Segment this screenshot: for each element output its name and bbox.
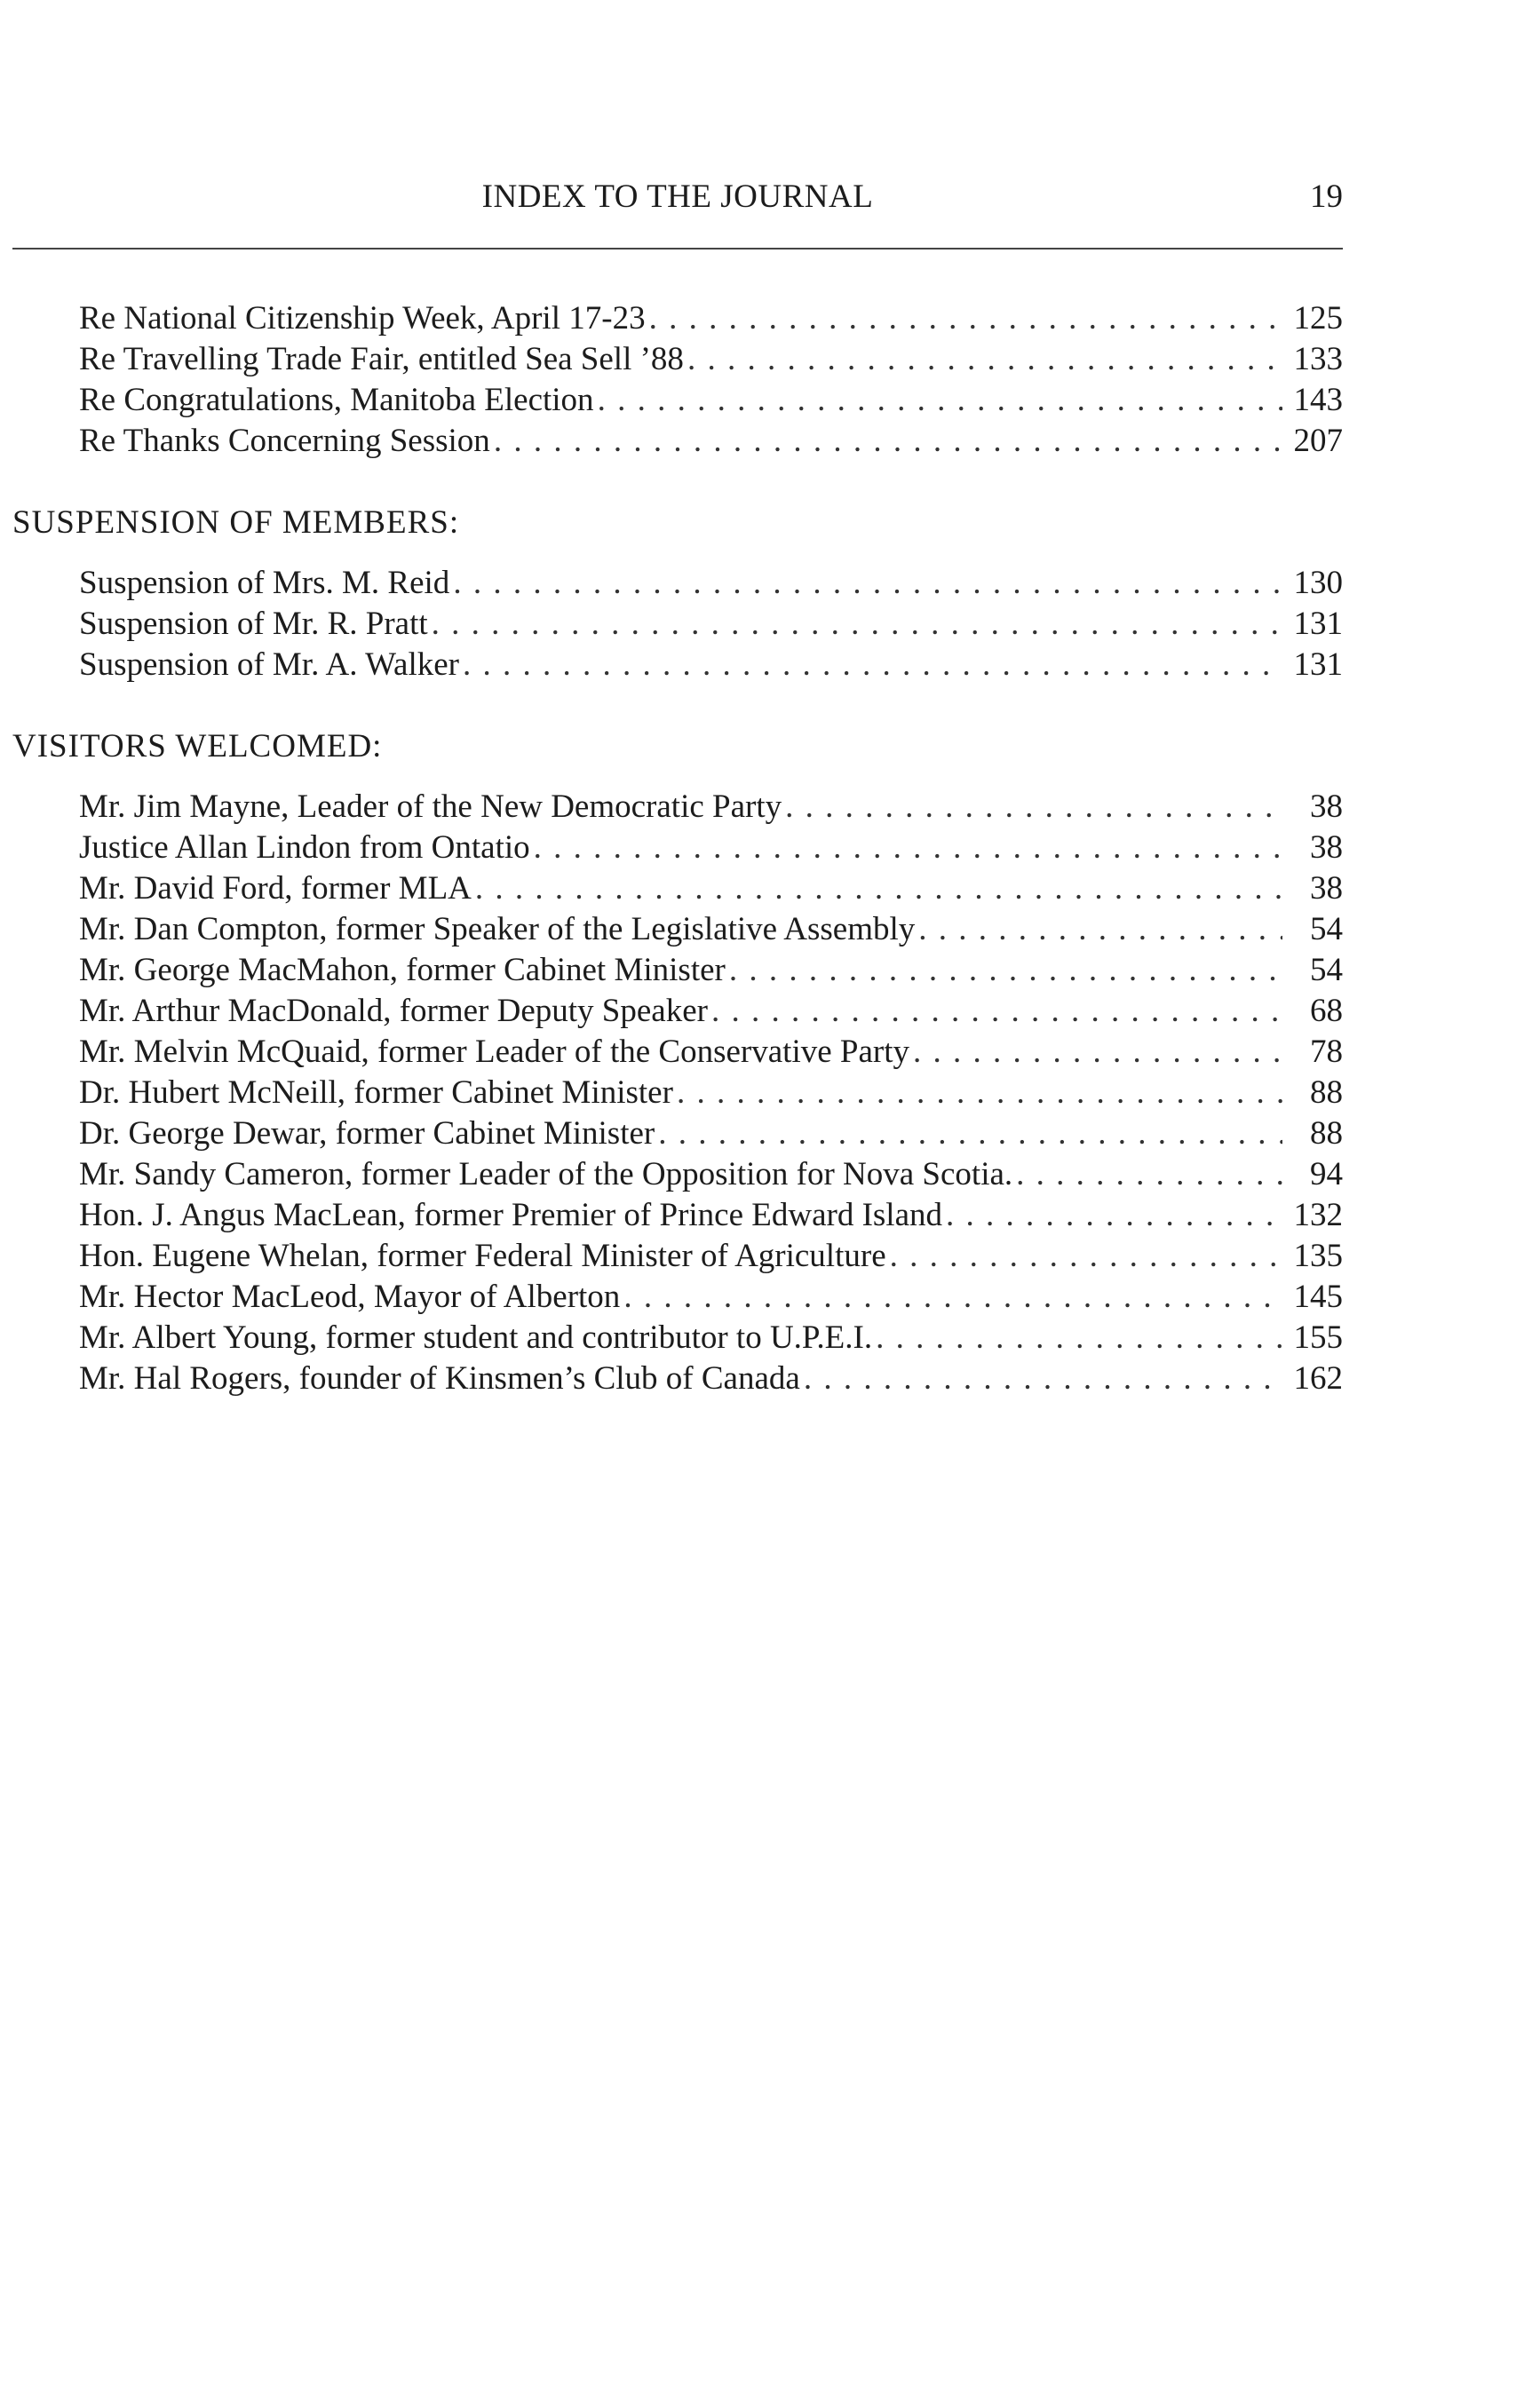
entry-label: Mr. Hector MacLeod, Mayor of Alberton — [79, 1279, 621, 1315]
section-heading: SUSPENSION OF MEMBERS: — [12, 504, 460, 541]
entry-label: Hon. Eugene Whelan, former Federal Minister of Agriculture — [79, 1238, 886, 1274]
entry-page: 68 — [1310, 993, 1343, 1029]
entry-label: Mr. Sandy Cameron, former Leader of the Opposition for Nova Scotia. — [79, 1156, 1013, 1192]
entry-label: Re Travelling Trade Fair, entitled Sea Sell ’88 — [79, 341, 684, 377]
entry-label: Mr. Melvin McQuaid, former Leader of the Conservative Party — [79, 1034, 910, 1070]
section-heading: VISITORS WELCOMED: — [12, 728, 383, 764]
entry-label: Dr. Hubert McNeill, former Cabinet Minister — [79, 1074, 673, 1111]
entry-page: 38 — [1310, 870, 1343, 907]
index-entry — [12, 298, 1343, 339]
entry-label: Mr. Arthur MacDonald, former Deputy Speaker — [79, 993, 708, 1029]
dot-leader — [623, 1277, 1282, 1318]
page-header — [12, 169, 1343, 231]
index-entry — [12, 1113, 1343, 1154]
entry-page: 78 — [1310, 1034, 1343, 1070]
entry-page: 143 — [1293, 382, 1343, 418]
dot-leader — [1016, 1154, 1282, 1195]
index-entry — [12, 1358, 1343, 1399]
index-entry — [12, 828, 1343, 868]
dot-leader — [494, 421, 1282, 462]
index-entry — [12, 339, 1343, 380]
entry-label: Re Thanks Concerning Session — [79, 423, 490, 459]
page-number: 19 — [1310, 178, 1343, 215]
dot-leader — [658, 1113, 1282, 1154]
entry-page: 54 — [1310, 952, 1343, 988]
entry-page: 162 — [1293, 1360, 1343, 1397]
index-entry — [12, 1032, 1343, 1073]
dot-leader — [804, 1358, 1282, 1399]
dot-leader — [463, 645, 1282, 685]
index-entry — [12, 950, 1343, 991]
entry-label: Mr. George MacMahon, former Cabinet Minister — [79, 952, 726, 988]
dot-leader — [711, 991, 1282, 1032]
entry-page: 131 — [1293, 646, 1343, 683]
entry-page: 132 — [1293, 1197, 1343, 1233]
dot-leader — [598, 380, 1282, 421]
dot-leader — [876, 1318, 1282, 1358]
entry-page: 125 — [1293, 300, 1343, 337]
entry-page: 155 — [1293, 1319, 1343, 1356]
index-entry — [12, 1236, 1343, 1277]
dot-leader — [946, 1195, 1282, 1236]
index-entry — [12, 1073, 1343, 1113]
entry-page: 54 — [1310, 911, 1343, 947]
index-entry — [12, 787, 1343, 828]
entry-page: 88 — [1310, 1074, 1343, 1111]
entry-label: Suspension of Mr. A. Walker — [79, 646, 459, 683]
dot-leader — [475, 868, 1282, 909]
entry-label: Re Congratulations, Manitoba Election — [79, 382, 594, 418]
index-entry — [12, 563, 1343, 604]
dot-leader — [677, 1073, 1282, 1113]
entry-label: Mr. Albert Young, former student and contributor to U.P.E.I. — [79, 1319, 873, 1356]
dot-leader — [649, 298, 1282, 339]
entry-label: Dr. George Dewar, former Cabinet Minister — [79, 1115, 655, 1152]
entry-label: Hon. J. Angus MacLean, former Premier of Prince Edward Island — [79, 1197, 943, 1233]
section-suspension — [12, 503, 1343, 685]
header-rule — [12, 248, 1343, 250]
index-entry — [12, 1318, 1343, 1358]
index-entry — [12, 604, 1343, 645]
dot-leader — [687, 339, 1282, 380]
index-entry — [12, 645, 1343, 685]
entry-label: Mr. David Ford, former MLA — [79, 870, 472, 907]
dot-leader — [918, 909, 1282, 950]
index-entry — [12, 868, 1343, 909]
index-entry — [12, 991, 1343, 1032]
index-entry — [12, 909, 1343, 950]
entry-page: 94 — [1310, 1156, 1343, 1192]
entry-page: 38 — [1310, 829, 1343, 866]
entry-page: 38 — [1310, 788, 1343, 825]
index-entry — [12, 380, 1343, 421]
dot-leader — [729, 950, 1282, 991]
index-entry — [12, 421, 1343, 462]
dot-leader — [534, 828, 1282, 868]
entry-label: Justice Allan Lindon from Ontatio — [79, 829, 530, 866]
dot-leader — [913, 1032, 1282, 1073]
entry-page: 133 — [1293, 341, 1343, 377]
index-entry — [12, 1277, 1343, 1318]
entry-label: Suspension of Mr. R. Pratt — [79, 606, 428, 642]
entry-label: Re National Citizenship Week, April 17-23 — [79, 300, 646, 337]
dot-leader — [432, 604, 1282, 645]
entry-page: 135 — [1293, 1238, 1343, 1274]
entry-label: Suspension of Mrs. M. Reid — [79, 565, 450, 601]
running-title: INDEX TO THE JOURNAL — [481, 178, 874, 215]
entry-page: 130 — [1293, 565, 1343, 601]
index-entry — [12, 1154, 1343, 1195]
section-visitors — [12, 726, 1343, 1399]
dot-leader — [785, 787, 1282, 828]
entry-page: 145 — [1293, 1279, 1343, 1315]
index-entry — [12, 1195, 1343, 1236]
entry-page: 88 — [1310, 1115, 1343, 1152]
continued-entries — [12, 298, 1343, 462]
entry-label: Mr. Dan Compton, former Speaker of the Legislative Assembly — [79, 911, 916, 947]
dot-leader — [890, 1236, 1282, 1277]
entry-label: Mr. Hal Rogers, founder of Kinsmen’s Club of Canada — [79, 1360, 800, 1397]
entry-label: Mr. Jim Mayne, Leader of the New Democratic Party — [79, 788, 782, 825]
entry-page: 131 — [1293, 606, 1343, 642]
index-content — [12, 298, 1343, 1399]
entry-page: 207 — [1293, 423, 1343, 459]
dot-leader — [453, 563, 1282, 604]
